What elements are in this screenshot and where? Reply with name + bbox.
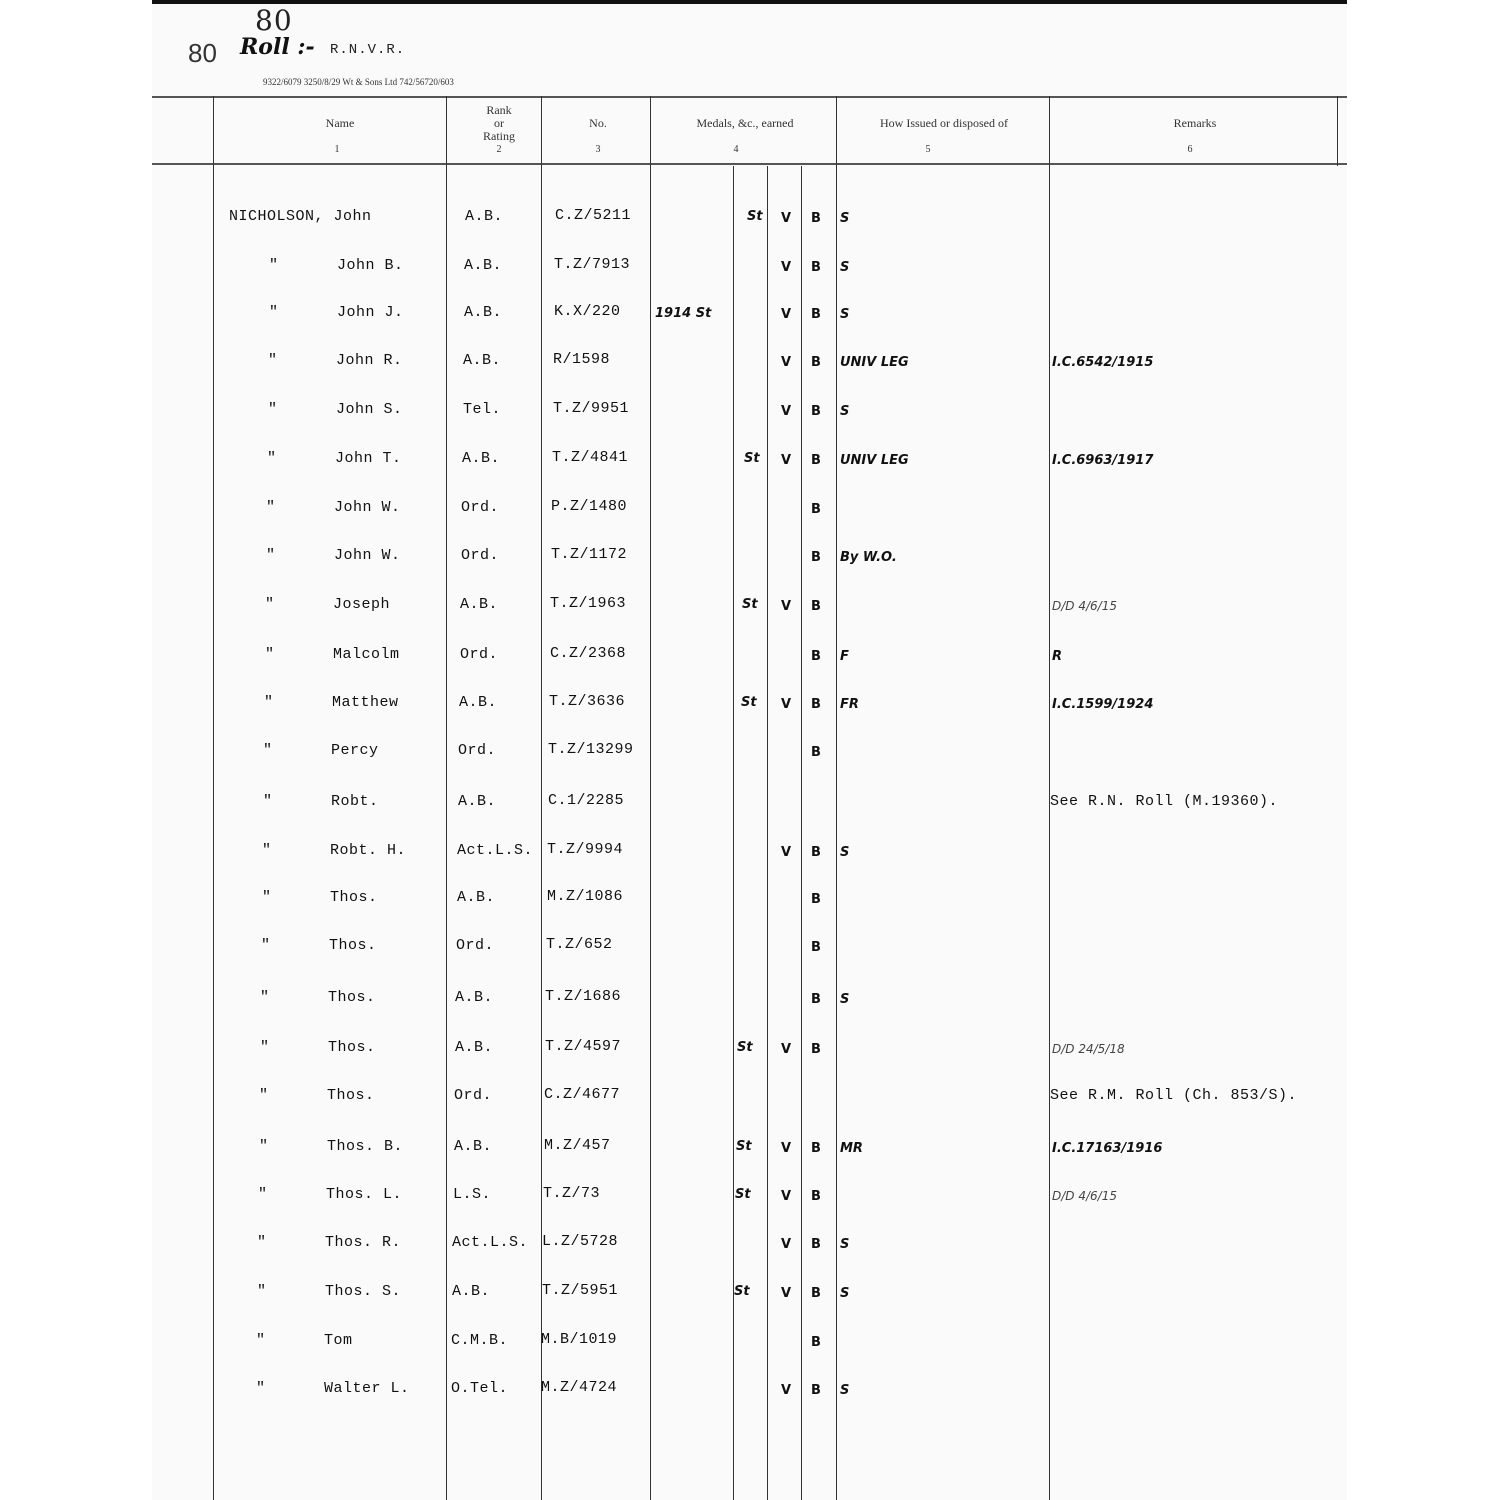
column-header-remarks: Remarks [1173, 116, 1217, 130]
entry-rank: A.B. [462, 450, 501, 467]
entry-service-number: R/1598 [553, 351, 611, 368]
entry-rank: Ord. [458, 742, 497, 759]
entry-name: Walter L. [324, 1380, 410, 1397]
entry-service-number: M.Z/457 [544, 1137, 611, 1154]
medal-victory: V [781, 211, 792, 226]
entry-service-number: T.Z/5951 [542, 1282, 619, 1299]
header-top-rule [152, 96, 1347, 98]
entry-rank: A.B. [463, 352, 502, 369]
entry-rank: Act.L.S. [457, 842, 534, 859]
entry-rank: Ord. [454, 1087, 493, 1104]
ditto-mark: " [257, 1234, 267, 1251]
ditto-mark: " [269, 257, 279, 274]
entry-rank: L.S. [453, 1186, 492, 1203]
remarks-text: See R.M. Roll (Ch. 853/S). [1050, 1087, 1298, 1104]
remarks-text: I.C.1599/1924 [1052, 697, 1154, 712]
issued-disposition: F [840, 649, 849, 664]
entry-service-number: T.Z/1963 [550, 595, 627, 612]
entry-name: Thos. [327, 1087, 375, 1104]
medal-victory: V [781, 404, 792, 419]
entry-name: Matthew [332, 694, 399, 711]
entry-rank: Act.L.S. [452, 1234, 529, 1251]
column-header-no: No. [589, 116, 607, 130]
ditto-mark: " [268, 352, 278, 369]
entry-rank: A.B. [452, 1283, 491, 1300]
entry-service-number: C.Z/4677 [544, 1086, 621, 1103]
medal-british-war: B [811, 502, 821, 517]
medal-victory: V [781, 260, 792, 275]
entry-rank: Ord. [460, 646, 499, 663]
entry-name: Thos. R. [325, 1234, 402, 1251]
entry-service-number: K.X/220 [554, 303, 621, 320]
issued-disposition: S [840, 260, 850, 275]
entry-rank: A.B. [465, 208, 504, 225]
ditto-mark: " [260, 989, 270, 1006]
entry-service-number: C.Z/5211 [555, 207, 632, 224]
medal-star: St [742, 597, 758, 612]
entry-rank: A.B. [460, 596, 499, 613]
entry-service-number: T.Z/7913 [554, 256, 631, 273]
medal-victory: V [781, 453, 792, 468]
entry-rank: A.B. [464, 257, 503, 274]
entry-service-number: M.Z/1086 [547, 888, 624, 905]
entry-name: Robt. [331, 793, 379, 810]
column-header-issued: How Issued or disposed of [880, 116, 1008, 130]
remarks-text: I.C.17163/1916 [1052, 1141, 1163, 1156]
entry-name: John J. [337, 304, 404, 321]
column-number-name: 1 [334, 144, 340, 155]
entry-service-number: T.Z/1686 [545, 988, 622, 1005]
entry-rank: A.B. [455, 1039, 494, 1056]
medal-british-war: B [811, 845, 821, 860]
medal-british-war: B [811, 307, 821, 322]
issued-disposition: S [840, 992, 850, 1007]
medal-british-war: B [811, 992, 821, 1007]
header-bottom-rule [152, 163, 1347, 165]
issued-disposition: S [840, 1286, 850, 1301]
entry-name: Thos. [328, 1039, 376, 1056]
ditto-mark: " [263, 742, 273, 759]
ditto-mark: " [263, 793, 273, 810]
entry-rank: A.B. [454, 1138, 493, 1155]
entry-rank: A.B. [458, 793, 497, 810]
remarks-text: D/D 4/6/15 [1052, 1189, 1117, 1203]
entry-service-number: T.Z/9951 [553, 400, 630, 417]
medal-british-war: B [811, 550, 821, 565]
column-number-rank: 2 [496, 144, 502, 155]
ditto-mark: " [262, 842, 272, 859]
entry-name: Thos. L. [326, 1186, 403, 1203]
ditto-mark: " [265, 596, 275, 613]
entry-name: Malcolm [333, 646, 400, 663]
medal-victory: V [781, 1383, 792, 1398]
medal-british-war: B [811, 1189, 821, 1204]
entry-rank: A.B. [455, 989, 494, 1006]
ditto-mark: " [266, 547, 276, 564]
medal-star: St [734, 1284, 750, 1299]
entry-name: Robt. H. [330, 842, 407, 859]
ditto-mark: " [268, 401, 278, 418]
remarks-text: R [1052, 649, 1063, 664]
medal-victory: V [781, 1141, 792, 1156]
entry-service-number: C.1/2285 [548, 792, 625, 809]
entry-name: Thos. [330, 889, 378, 906]
entry-name: Thos. [328, 989, 376, 1006]
remarks-text: I.C.6963/1917 [1052, 453, 1154, 468]
entry-service-number: M.Z/4724 [541, 1379, 618, 1396]
medal-star: St [736, 1139, 752, 1154]
entry-name: Joseph [333, 596, 391, 613]
medal-star: St [735, 1187, 751, 1202]
issued-disposition: By W.O. [840, 550, 897, 565]
page-number-stamp: 80 [255, 4, 293, 37]
entry-service-number: T.Z/1172 [551, 546, 628, 563]
ditto-mark: " [267, 450, 277, 467]
entry-rank: C.M.B. [451, 1332, 509, 1349]
printer-reference: 9322/6079 3250/8/29 Wt & Sons Ltd 742/56720/603 [263, 77, 454, 87]
medal-victory: V [781, 1237, 792, 1252]
column-number-no: 3 [595, 144, 601, 155]
entry-service-number: T.Z/652 [546, 936, 613, 953]
entry-rank: Ord. [456, 937, 495, 954]
medal-british-war: B [811, 649, 821, 664]
medal-victory: V [781, 845, 792, 860]
medal-victory: V [781, 1286, 792, 1301]
medal-victory: V [781, 307, 792, 322]
entry-name: John W. [334, 547, 401, 564]
issued-disposition: S [840, 845, 850, 860]
top-border-rule [152, 0, 1347, 4]
medal-subcolumn-rule [801, 166, 802, 1500]
issued-disposition: S [840, 211, 850, 226]
roll-value: R.N.V.R. [330, 42, 406, 58]
remarks-text: See R.N. Roll (M.19360). [1050, 793, 1279, 810]
remarks-text: D/D 4/6/15 [1052, 599, 1117, 613]
entry-rank: Tel. [463, 401, 502, 418]
ditto-mark: " [259, 1138, 269, 1155]
ditto-mark: " [260, 1039, 270, 1056]
entry-service-number: M.B/1019 [541, 1331, 618, 1348]
entry-name: John T. [335, 450, 402, 467]
medal-british-war: B [811, 453, 821, 468]
medal-british-war: B [811, 1335, 821, 1350]
medal-british-war: B [811, 1042, 821, 1057]
ditto-mark: " [265, 646, 275, 663]
entry-service-number: L.Z/5728 [542, 1233, 619, 1250]
entry-name: Tom [324, 1332, 353, 1349]
entry-rank: Ord. [461, 499, 500, 516]
medal-british-war: B [811, 355, 821, 370]
medal-british-war: B [811, 260, 821, 275]
issued-disposition: S [840, 404, 850, 419]
remarks-text: D/D 24/5/18 [1052, 1042, 1125, 1056]
entry-service-number: T.Z/9994 [547, 841, 624, 858]
entry-name: John W. [334, 499, 401, 516]
medal-british-war: B [811, 599, 821, 614]
issued-disposition: MR [840, 1141, 863, 1156]
ditto-mark: " [261, 937, 271, 954]
entry-name: Thos. [329, 937, 377, 954]
ditto-mark: " [256, 1332, 266, 1349]
ditto-mark: " [258, 1186, 268, 1203]
medal-star: St [744, 451, 760, 466]
column-number-issued: 5 [925, 144, 931, 155]
column-number-remarks: 6 [1187, 144, 1193, 155]
ditto-mark: " [262, 889, 272, 906]
column-header-medals: Medals, &c., earned [696, 116, 794, 130]
ditto-mark: " [257, 1283, 267, 1300]
medal-victory: V [781, 1189, 792, 1204]
entry-service-number: P.Z/1480 [551, 498, 628, 515]
entry-service-number: T.Z/3636 [549, 693, 626, 710]
column-rule [1337, 96, 1338, 166]
entry-name: Thos. S. [325, 1283, 402, 1300]
medal-victory: V [781, 697, 792, 712]
entry-name: John B. [337, 257, 404, 274]
issued-disposition: S [840, 1237, 850, 1252]
issued-disposition: UNIV LEG [840, 355, 909, 370]
medal-british-war: B [811, 892, 821, 907]
medal-victory: V [781, 599, 792, 614]
issued-disposition: FR [840, 697, 859, 712]
entry-rank: A.B. [459, 694, 498, 711]
ditto-mark: " [256, 1380, 266, 1397]
entry-service-number: T.Z/73 [543, 1185, 601, 1202]
ditto-mark: " [266, 499, 276, 516]
roll-label: Roll :- [240, 34, 315, 60]
entry-rank: Ord. [461, 547, 500, 564]
medal-british-war: B [811, 745, 821, 760]
column-header-name: Name [325, 116, 355, 130]
entry-service-number: T.Z/4597 [545, 1038, 622, 1055]
column-rule [650, 96, 651, 1500]
medal-1914-star: 1914 St [655, 306, 712, 321]
column-rule [836, 96, 837, 1500]
entry-service-number: C.Z/2368 [550, 645, 627, 662]
entry-rank: A.B. [457, 889, 496, 906]
medal-subcolumn-rule [733, 166, 734, 1500]
remarks-text: I.C.6542/1915 [1052, 355, 1154, 370]
medal-british-war: B [811, 404, 821, 419]
entry-rank: O.Tel. [451, 1380, 509, 1397]
entry-name: Percy [331, 742, 379, 759]
ditto-mark: " [259, 1087, 269, 1104]
issued-disposition: S [840, 1383, 850, 1398]
entry-name: John S. [336, 401, 403, 418]
medal-star: St [737, 1040, 753, 1055]
column-rule [446, 96, 447, 1500]
entry-name: John R. [336, 352, 403, 369]
issued-disposition: UNIV LEG [840, 453, 909, 468]
entry-service-number: T.Z/4841 [552, 449, 629, 466]
issued-disposition: S [840, 307, 850, 322]
medal-british-war: B [811, 697, 821, 712]
column-rule [213, 96, 214, 1500]
entry-name: Thos. B. [327, 1138, 404, 1155]
column-number-medals: 4 [733, 144, 739, 155]
medal-british-war: B [811, 1286, 821, 1301]
medal-victory: V [781, 355, 792, 370]
medal-victory: V [781, 1042, 792, 1057]
medal-star: St [741, 695, 757, 710]
medal-british-war: B [811, 211, 821, 226]
medal-subcolumn-rule [767, 166, 768, 1500]
column-header-rank: Rank or Rating [483, 103, 515, 143]
medal-british-war: B [811, 1141, 821, 1156]
entry-name: NICHOLSON, John [229, 208, 372, 225]
entry-rank: A.B. [464, 304, 503, 321]
page-number-pencil: 80 [188, 38, 217, 68]
medal-british-war: B [811, 1383, 821, 1398]
medal-british-war: B [811, 1237, 821, 1252]
medal-star: St [747, 209, 763, 224]
ditto-mark: " [269, 304, 279, 321]
ditto-mark: " [264, 694, 274, 711]
entry-service-number: T.Z/13299 [548, 741, 634, 758]
medal-british-war: B [811, 940, 821, 955]
